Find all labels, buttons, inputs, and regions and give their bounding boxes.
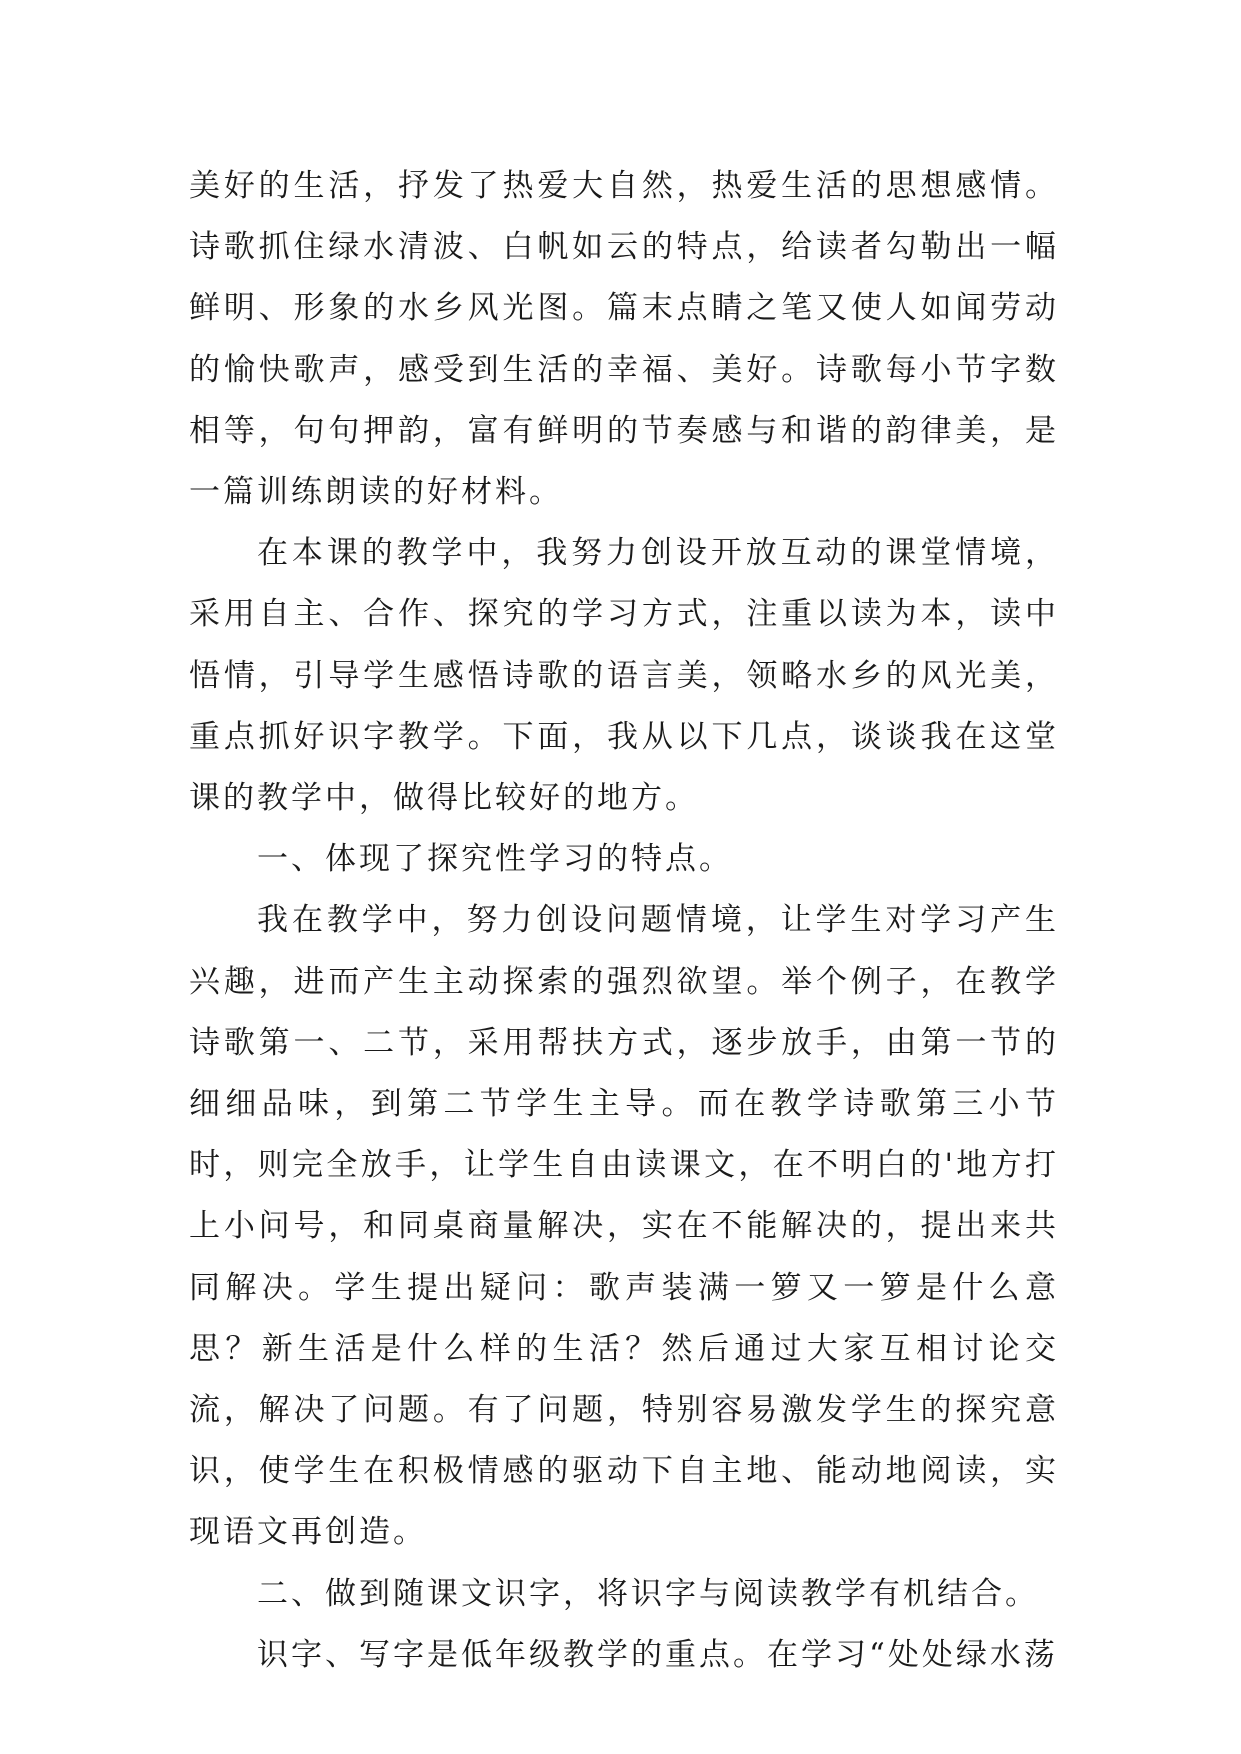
document-body bbox=[189, 156, 1059, 1686]
paragraph-literacy: 识字、写字是低年级教学的重点。在学习“处处绿水荡 bbox=[257, 1636, 1058, 1673]
section-heading-2: 二、做到随课文识字，将识字与阅读教学有机结合。 bbox=[257, 1575, 1039, 1612]
section-heading-1: 一、体现了探究性学习的特点。 bbox=[257, 841, 733, 878]
paragraph-continuation: 美好的生活，抒发了热爱大自然，热爱生活的思想感情。诗歌抓住绿水清波、白帆如云的特点，给读者勾勒出一幅鲜明、形象的水乡风光图。篇末点睛之笔又使人如闻劳动的愉快歌声，感受到生活的幸福、美好。诗歌每小节字数相等，句句押韵，富有鲜明的节奏感与和谐的韵律美，是一篇训练朗读的好材料。 bbox=[189, 168, 1059, 511]
paragraph-inquiry-learning: 我在教学中，努力创设问题情境，让学生对学习产生兴趣，进而产生主动探索的强烈欲望。举个例子，在教学诗歌第一、二节，采用帮扶方式，逐步放手，由第一节的细细品味，到第二节学生主导。而在教学诗歌第三小节时，则完全放手，让学生自由读课文，在不明白的'地方打上小问号，和同桌商量解决，实在不能解决的，提出来共同解决。学生提出疑问：歌声装满一箩又一箩是什么意思？新生活是什么样的生活？然后通过大家互相讨论交流，解决了问题。有了问题，特别容易激发学生的探究意识，使学生在积极情感的驱动下自主地、能动地阅读，实现语文再创造。 bbox=[189, 902, 1059, 1551]
paragraph-teaching-approach: 在本课的教学中，我努力创设开放互动的课堂情境，采用自主、合作、探究的学习方式，注重以读为本，读中悟情，引导学生感悟诗歌的语言美，领略水乡的风光美，重点抓好识字教学。下面，我从以下几点，谈谈我在这堂课的教学中，做得比较好的地方。 bbox=[189, 535, 1059, 817]
